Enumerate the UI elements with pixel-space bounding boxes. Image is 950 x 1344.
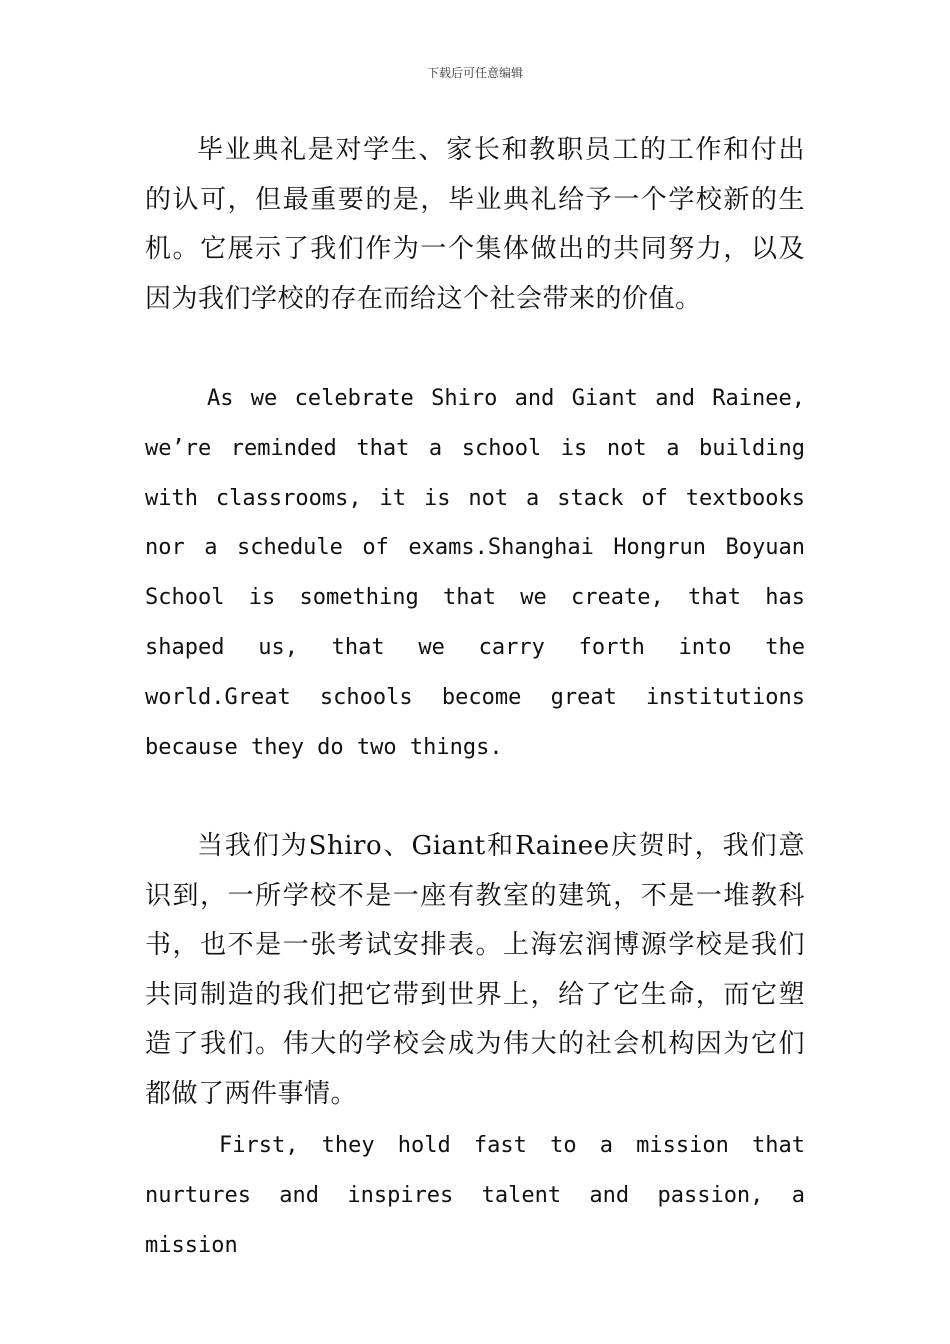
paragraph-zh-2: 当我们为Shiro、Giant和Rainee庆贺时，我们意识到，一所学校不是一座有教室的建筑，不是一堆教科书，也不是一张考试安排表。上海宏润博源学校是我们共同制造的我们把它带到世界上，给了它生命，而它塑造了我们。伟大的学校会成为伟大的社会机构因为它们都做了两件事情。 <box>145 831 805 1109</box>
paragraph-en-2: First, they hold fast to a mission that nurtures and inspires talent and passion, a mission <box>145 1133 805 1258</box>
paragraph-zh-1: 毕业典礼是对学生、家长和教职员工的工作和付出的认可，但最重要的是，毕业典礼给予一个学校新的生机。它展示了我们作为一个集体做出的共同努力，以及因为我们学校的存在而给这个社会带来的价值。 <box>145 135 805 314</box>
page-header-note: 下载后可任意编辑 <box>426 66 523 80</box>
paragraph-en-1: As we celebrate Shiro and Giant and Rainee, we’re reminded that a school is not a building with classrooms, it is not a stack of textbooks nor a schedule of exams.Shanghai Hongrun Boyuan School is something that we create, that has shaped us, that we carry forth into the world.Great schools become great institutions because they do two things. <box>145 386 805 760</box>
